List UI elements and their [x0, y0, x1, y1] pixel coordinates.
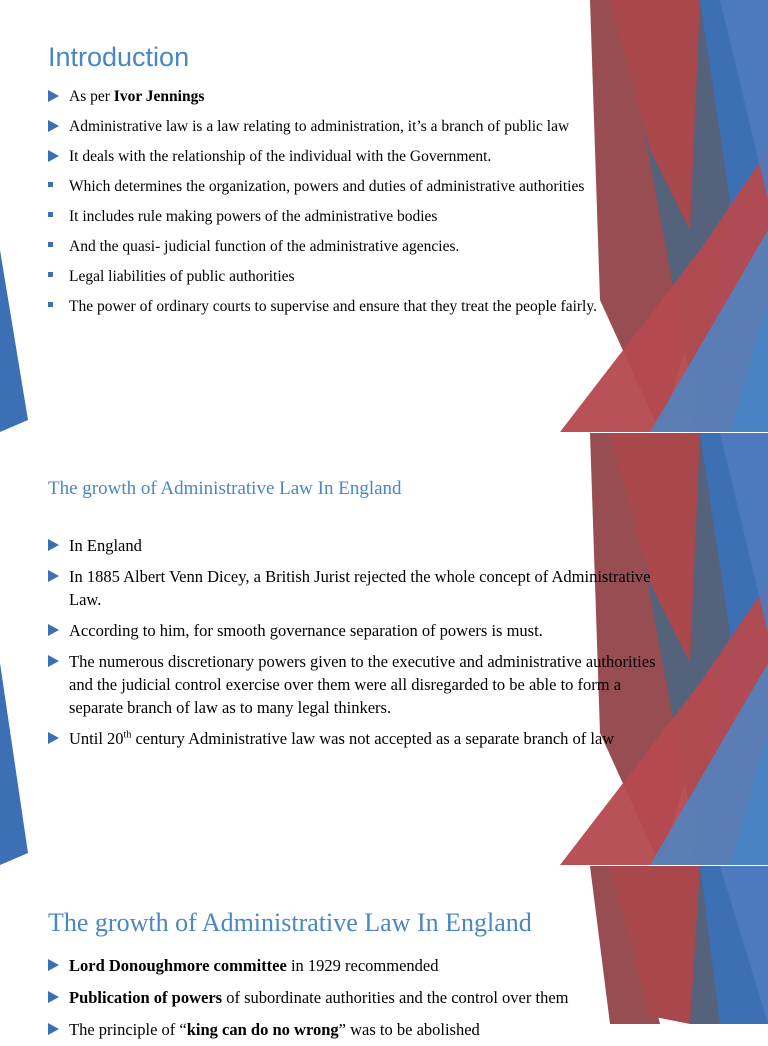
bullet-item — [48, 1014, 688, 1046]
slide-growth-1 — [0, 433, 768, 865]
bullet-text: Until 20 — [69, 729, 124, 748]
triangle-bullet-icon — [48, 539, 59, 551]
slide-introduction — [0, 0, 768, 432]
triangle-bullet-icon — [48, 732, 59, 744]
bullet-text: As per — [69, 88, 114, 105]
slide-title: Introduction — [48, 42, 190, 72]
bullet-text: The principle of “ — [69, 1020, 187, 1039]
bullet-item — [48, 176, 663, 198]
triangle-bullet-icon — [48, 120, 59, 132]
bullet-text: The power of ordinary courts to supervise and ensure that they treat the people fairly. — [69, 298, 597, 315]
bullet-text-bold: Lord Donoughmore committee — [69, 956, 287, 975]
square-bullet-icon — [48, 212, 53, 217]
bullet-list — [48, 534, 668, 758]
triangle-bullet-icon — [48, 655, 59, 667]
bullet-item — [48, 650, 668, 719]
triangle-bullet-icon — [48, 570, 59, 582]
bullet-item — [48, 116, 663, 138]
triangle-bullet-icon — [48, 959, 59, 971]
bullet-text-bold: king can do no wrong — [186, 1020, 339, 1039]
triangle-bullet-icon — [48, 150, 59, 162]
bullet-text: In 1885 Albert Venn Dicey, a British Jurist rejected the whole concept of Administrative Law. — [69, 567, 651, 609]
bullet-text: Which determines the organization, powers and duties of administrative authorities — [69, 178, 585, 195]
bullet-text: It deals with the relationship of the individual with the Government. — [69, 148, 492, 165]
bullet-list — [48, 950, 688, 1046]
bullet-item — [48, 982, 688, 1014]
bullet-list — [48, 86, 663, 326]
square-bullet-icon — [48, 182, 53, 187]
bullet-text: century Administrative law was not accepted as a separate branch of law — [131, 729, 615, 748]
slide-growth-2 — [0, 866, 768, 1039]
square-bullet-icon — [48, 242, 53, 247]
bullet-item — [48, 86, 663, 108]
triangle-bullet-icon — [48, 1023, 59, 1035]
bullet-item — [48, 296, 663, 318]
bullet-text: And the quasi- judicial function of the administrative agencies. — [69, 238, 460, 255]
square-bullet-icon — [48, 272, 53, 277]
bullet-text: In England — [69, 536, 142, 555]
bullet-item — [48, 565, 668, 611]
bullet-item — [48, 266, 663, 288]
bullet-text-bold: Ivor Jennings — [113, 88, 205, 105]
bullet-text: of subordinate authorities and the control over them — [222, 988, 569, 1007]
bullet-text: Administrative law is a law relating to administration, it’s a branch of public law — [69, 118, 570, 135]
bullet-text: It includes rule making powers of the administrative bodies — [69, 208, 438, 225]
bullet-item — [48, 146, 663, 168]
bullet-text-bold: Publication of powers — [69, 988, 223, 1007]
bullet-item — [48, 950, 688, 982]
superscript: th — [123, 729, 132, 741]
bullet-item — [48, 727, 668, 750]
triangle-bullet-icon — [48, 624, 59, 636]
triangle-bullet-icon — [48, 90, 59, 102]
bullet-text: ” was to be abolished — [338, 1020, 480, 1039]
bullet-item — [48, 206, 663, 228]
bullet-text: Legal liabilities of public authorities — [69, 268, 295, 285]
bullet-item — [48, 534, 668, 557]
bullet-text: The numerous discretionary powers given to the executive and administrative authorities and the judicial control exercise over them were all disregarded to be able to form a separate branch of law as to many legal thinkers. — [69, 652, 656, 717]
bullet-item — [48, 236, 663, 258]
slide-title: The growth of Administrative Law In England — [48, 908, 532, 937]
bullet-text: in 1929 recommended — [286, 956, 439, 975]
bullet-text: According to him, for smooth governance separation of powers is must. — [69, 621, 543, 640]
square-bullet-icon — [48, 302, 53, 307]
bullet-item — [48, 619, 668, 642]
slide-title: The growth of Administrative Law In England — [48, 478, 402, 499]
triangle-bullet-icon — [48, 991, 59, 1003]
